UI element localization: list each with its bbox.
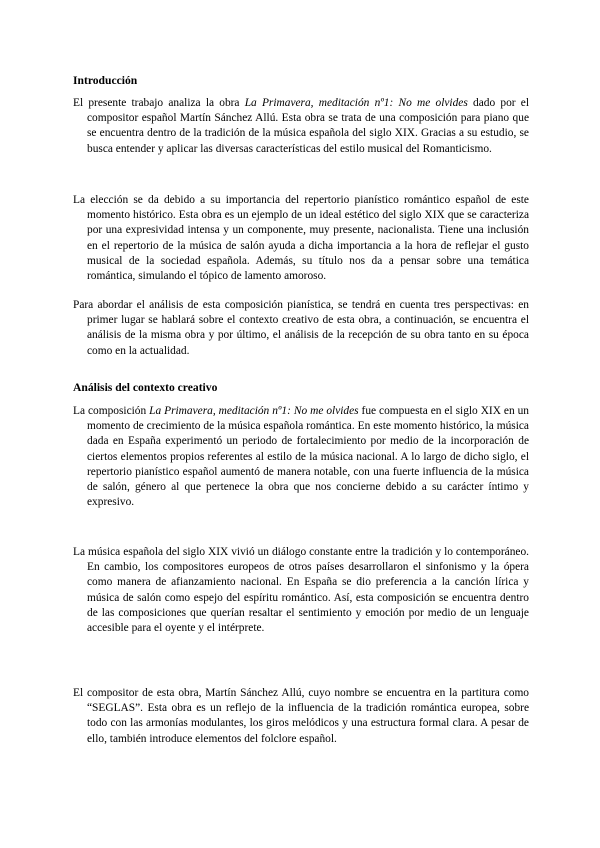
paragraph-intro-2: La elección se da debido a su importancia del repertorio pianístico romántico español de este momento histórico. Esta obra es un ejemplo de un ideal estético del siglo XIX que se caracteriza por una expresividad intensa y un componente, muy presente, nacionalista. Tiene una inclusión en el repertorio de la música de salón ayuda a dicha importancia a la hora de reflejar el gusto musical de la sociedad española. Además, su título nos da a pensar sobre una temática romántica, simulando el tópico de lamento amoroso. — [73, 194, 529, 283]
paragraph-intro-1 — [73, 96, 529, 157]
paragraph-context-3: El compositor de esta obra, Martín Sánchez Allú, cuyo nombre se encuentra en la partitura como “SEGLAS”. Esta obra es un reflejo de la influencia de la tradición romántica europea, sobre todo con las armonías modulantes, los giros melódicos y una estructura formal clara. A pesar de ello, también introduce elementos del folclore español. — [73, 687, 529, 745]
paragraph-text: El presente trabajo analiza la obra — [73, 97, 245, 109]
paragraph-context-1 — [73, 404, 529, 510]
heading-analisis-contexto: Análisis del contexto creativo — [73, 381, 218, 394]
work-title: La Primavera, meditación nº1: No me olvides — [244, 97, 468, 109]
paragraph-text: La composición — [73, 405, 150, 417]
work-title: La Primavera, meditación nº1: No me olvides — [149, 405, 359, 417]
heading-introduccion: Introducción — [73, 74, 138, 87]
paragraph-text: fue compuesta en el siglo XIX en un momento de crecimiento de la música española romántica. En este momento histórico, la música dada en España experimentó un periodo de fortalecimiento por medio de la incorporación de ciertos elementos propios referentes al estilo de la música nacional. A lo largo de dicho siglo, el repertorio pianístico español aumentó de manera notable, con una fuerte influencia de la música de salón, género al que pertenece la obra que nos concierne debido a su carácter íntimo y expresivo. — [87, 405, 529, 509]
paragraph-intro-3: Para abordar el análisis de esta composición pianística, se tendrá en cuenta tres perspectivas: en primer lugar se hablará sobre el contexto creativo de esta obra, a continuación, se encuentra el análisis de la misma obra y por último, el análisis de la recepción de su obra tanto en su época como en la actualidad. — [73, 299, 529, 357]
paragraph-text: dado por el compositor español Martín Sánchez Allú. Esta obra se trata de una composición para piano que se encuentra dentro de la tradición de la música española del siglo XIX. Gracias a su estudio, se busca entender y aplicar las diversas características del estilo musical del Romanticismo. — [87, 97, 529, 155]
paragraph-context-2: La música española del siglo XIX vivió un diálogo constante entre la tradición y lo contemporáneo. En cambio, los compositores europeos de otros países desarrollaron el sinfonismo y la ópera como manera de afianzamiento nacional. En España se dio preferencia a la canción lírica y música de salón como espejo del espíritu romántico. Así, esta composición se encuentra dentro de las composiciones que querían resaltar el sentimiento y emoción por medio de un lenguaje accesible para el oyente y el intérprete. — [73, 546, 529, 635]
